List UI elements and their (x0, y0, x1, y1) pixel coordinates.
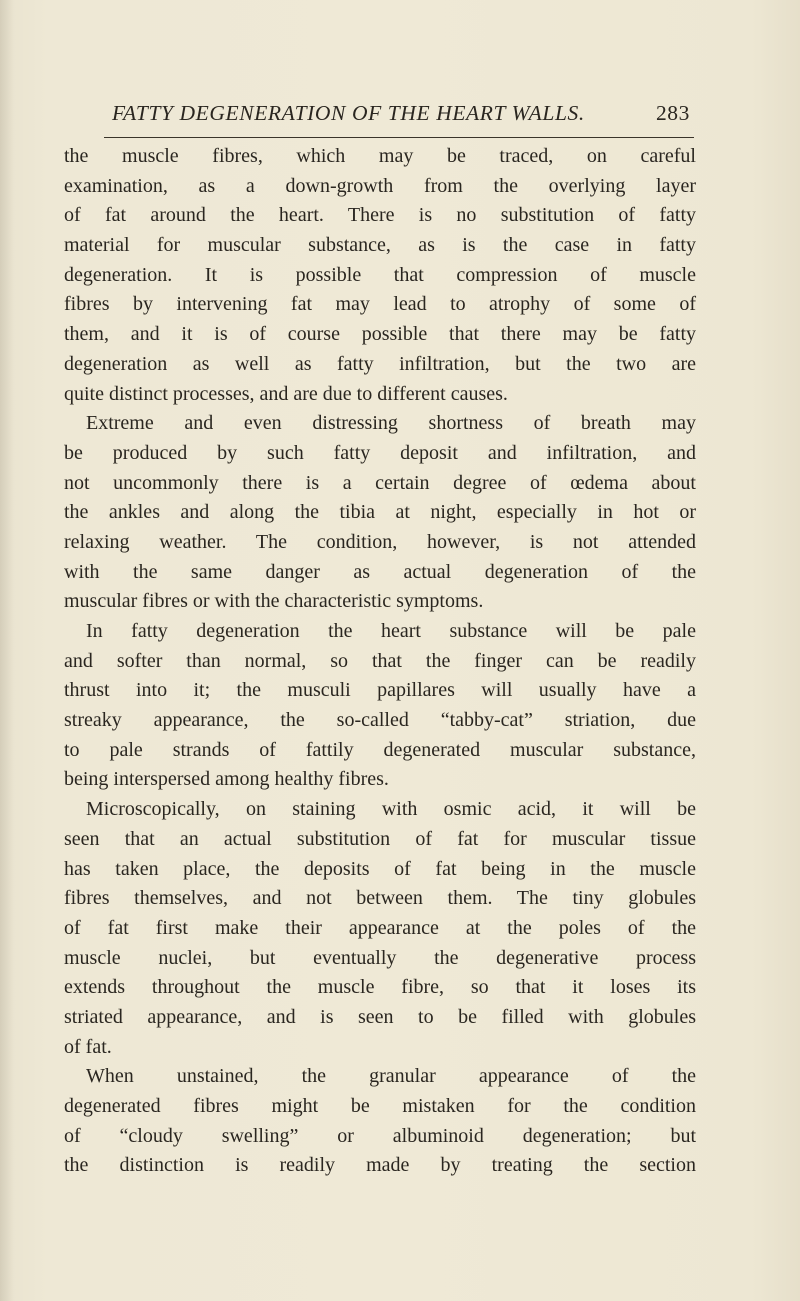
text-line: the distinction is readily made by treating the section (64, 1154, 696, 1177)
text-line: the ankles and along the tibia at night, especially in hot or (64, 501, 696, 524)
text-line: them, and it is of course possible that there may be fatty (64, 323, 696, 346)
text-line: Microscopically, on staining with osmic acid, it will be (86, 798, 696, 821)
text-line: When unstained, the granular appearance of the (86, 1065, 696, 1088)
running-title: FATTY DEGENERATION OF THE HEART WALLS. (112, 101, 585, 125)
text-line: has taken place, the deposits of fat being in the muscle (64, 857, 696, 880)
text-line: the muscle fibres, which may be traced, on careful (64, 145, 696, 167)
text-line: striated appearance, and is seen to be filled with globules (64, 1005, 696, 1028)
text-line: with the same danger as actual degeneration of the (64, 560, 696, 583)
text-line: extends throughout the muscle fibre, so that it loses its (64, 976, 696, 999)
text-line: quite distinct processes, and are due to different causes. (64, 382, 508, 405)
spine-shadow (0, 0, 14, 1301)
text-line: to pale strands of fattily degenerated muscular substance, (64, 738, 696, 761)
text-line: being interspersed among healthy fibres. (64, 768, 389, 791)
text-line: streaky appearance, the so-called “tabby-cat” striation, due (64, 709, 696, 732)
text-line: Extreme and even distressing shortness of breath may (86, 412, 696, 435)
text-line: thrust into it; the musculi papillares will usually have a (64, 679, 696, 702)
text-line: of fat. (64, 1035, 112, 1058)
text-line: seen that an actual substitution of fat for muscular tissue (64, 827, 696, 850)
text-line: material for muscular substance, as is the case in fatty (64, 234, 696, 257)
text-line: examination, as a down-growth from the overlying layer (64, 174, 696, 197)
text-line: muscle nuclei, but eventually the degenerative process (64, 946, 696, 969)
page-number: 283 (655, 101, 690, 125)
text-line: In fatty degeneration the heart substance will be pale (86, 620, 696, 642)
header-rule (104, 137, 694, 138)
text-line: not uncommonly there is a certain degree of œdema about (64, 471, 696, 494)
text-line: of fat around the heart. There is no substitution of fatty (64, 204, 696, 227)
text-line: fibres by intervening fat may lead to atrophy of some of (64, 293, 696, 316)
text-line: fibres themselves, and not between them. The tiny globules (64, 887, 696, 910)
text-line: and softer than normal, so that the finger can be readily (64, 649, 696, 672)
body-text (64, 142, 696, 1181)
text-line: relaxing weather. The condition, however, is not attended (64, 530, 696, 553)
text-line: degenerated fibres might be mistaken for the condition (64, 1095, 696, 1117)
running-head (112, 96, 690, 130)
text-line: degeneration as well as fatty infiltration, but the two are (64, 352, 696, 375)
text-line: of “cloudy swelling” or albuminoid degeneration; but (64, 1124, 696, 1147)
text-line: degeneration. It is possible that compression of muscle (64, 263, 696, 286)
text-line: of fat first make their appearance at the poles of the (64, 916, 696, 939)
text-line: be produced by such fatty deposit and infiltration, and (64, 441, 696, 464)
text-line: muscular fibres or with the characteristic symptoms. (64, 590, 484, 613)
